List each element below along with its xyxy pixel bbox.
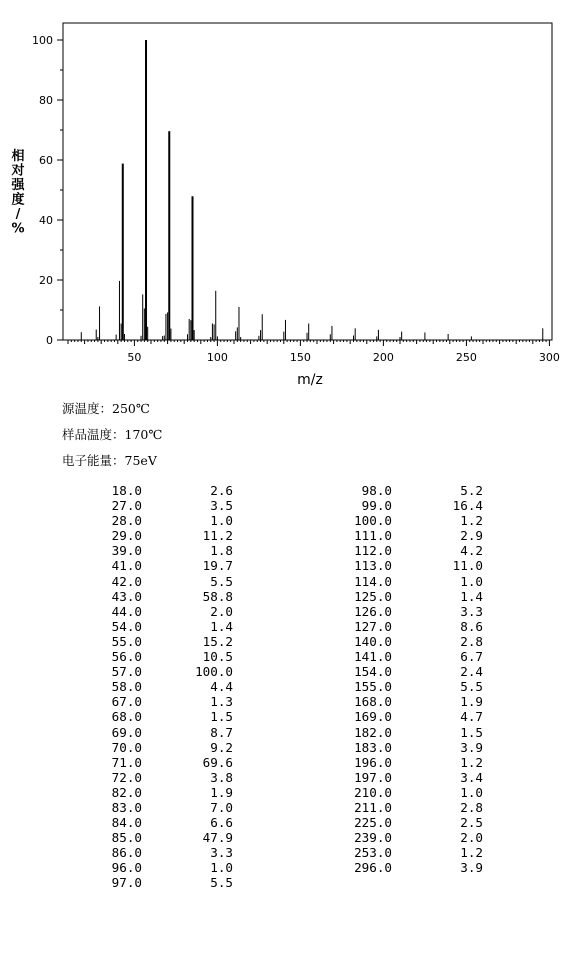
abundance-value: 5.5: [210, 573, 233, 589]
peak-bar: [283, 332, 284, 340]
mz-value: 196.0: [354, 754, 392, 770]
peak-row: [80, 755, 233, 770]
peak-row: [80, 845, 233, 860]
peak-row: [330, 815, 483, 830]
peak-bar: [141, 336, 142, 340]
x-tick-label: 200: [372, 351, 394, 364]
abundance-value: 1.0: [210, 513, 233, 529]
peak-row: [80, 709, 233, 724]
param-label: 电子能量：: [62, 453, 125, 468]
abundance-value: 1.2: [460, 513, 483, 529]
peak-row: [330, 528, 483, 543]
source-temperature: [62, 396, 162, 422]
abundance-value: 6.6: [210, 815, 233, 831]
mz-value: 197.0: [354, 769, 392, 785]
peak-bar: [168, 131, 170, 340]
y-tick-label: 20: [39, 274, 53, 287]
peak-row: [80, 574, 233, 589]
mz-value: 84.0: [111, 815, 142, 831]
abundance-value: 6.7: [460, 649, 483, 665]
peak-row: [330, 649, 483, 664]
y-tick-label: 40: [39, 214, 53, 227]
y-axis-label-char: 度: [11, 192, 25, 208]
mz-value: 154.0: [354, 664, 392, 680]
peak-table-left: [80, 483, 233, 891]
peak-bar: [189, 319, 190, 340]
peak-bar: [187, 334, 188, 340]
mz-value: 55.0: [111, 633, 142, 649]
peak-bar: [116, 335, 117, 340]
abundance-value: 1.4: [460, 588, 483, 604]
peak-row: [80, 619, 233, 634]
peak-table-right: [330, 483, 483, 875]
abundance-value: 1.0: [210, 860, 233, 876]
peak-bar: [192, 196, 194, 340]
abundance-value: 7.0: [210, 799, 233, 815]
peak-bar: [81, 332, 82, 340]
x-tick-label: 250: [455, 351, 477, 364]
peak-bar: [471, 336, 472, 340]
abundance-value: 2.0: [460, 830, 483, 846]
peak-bar: [307, 333, 308, 340]
y-axis-label: [10, 148, 25, 237]
peak-bar: [97, 337, 98, 340]
abundance-value: 3.3: [210, 845, 233, 861]
x-axis: [68, 340, 560, 364]
abundance-value: 100.0: [195, 664, 233, 680]
peak-row: [330, 558, 483, 573]
peak-row: [330, 619, 483, 634]
peak-row: [80, 498, 233, 513]
mz-value: 69.0: [111, 724, 142, 740]
mz-value: 112.0: [354, 543, 392, 559]
peak-bar: [355, 328, 356, 340]
peak-bar: [400, 337, 401, 340]
abundance-value: 3.9: [460, 860, 483, 876]
abundance-value: 1.5: [210, 709, 233, 725]
peak-row: [330, 845, 483, 860]
plot-frame: [63, 23, 552, 340]
peak-bar: [235, 331, 236, 340]
peak-row: [80, 558, 233, 573]
abundance-value: 58.8: [202, 588, 233, 604]
mz-value: 127.0: [354, 618, 392, 634]
mz-value: 28.0: [111, 513, 142, 529]
param-value: 250℃: [112, 401, 150, 416]
abundance-value: 2.8: [460, 799, 483, 815]
peak-bar: [145, 40, 147, 340]
y-tick-label: 60: [39, 154, 53, 167]
peak-row: [80, 483, 233, 498]
y-axis-label-char: 对: [11, 163, 25, 179]
peak-row: [80, 875, 233, 890]
peak-row: [80, 740, 233, 755]
peak-row: [330, 513, 483, 528]
peak-bar: [142, 294, 143, 340]
mz-value: 44.0: [111, 603, 142, 619]
mz-value: 27.0: [111, 498, 142, 514]
abundance-value: 5.2: [460, 483, 483, 498]
peak-row: [330, 725, 483, 740]
mz-value: 141.0: [354, 649, 392, 665]
mz-value: 169.0: [354, 709, 392, 725]
peak-row: [80, 830, 233, 845]
peak-row: [80, 543, 233, 558]
peak-bar: [147, 327, 148, 340]
peak-row: [330, 604, 483, 619]
abundance-value: 1.3: [210, 694, 233, 710]
peak-bar: [217, 336, 218, 340]
abundance-value: 5.5: [460, 679, 483, 695]
peak-bar: [119, 281, 120, 340]
abundance-value: 11.2: [202, 528, 233, 544]
peak-bar: [378, 330, 379, 340]
abundance-value: 5.5: [210, 875, 233, 891]
y-tick-label: 100: [32, 34, 53, 47]
peak-bar: [194, 330, 195, 340]
mz-value: 82.0: [111, 784, 142, 800]
peak-row: [330, 740, 483, 755]
x-tick-label: 100: [206, 351, 228, 364]
mz-value: 98.0: [361, 483, 392, 498]
mz-value: 183.0: [354, 739, 392, 755]
peak-row: [330, 679, 483, 694]
mz-value: 99.0: [361, 498, 392, 514]
abundance-value: 2.6: [210, 483, 233, 498]
peak-bar: [238, 307, 239, 340]
mz-value: 18.0: [111, 483, 142, 498]
x-tick-label: 50: [127, 351, 142, 364]
mz-value: 41.0: [111, 558, 142, 574]
abundance-value: 8.7: [210, 724, 233, 740]
peak-bar: [331, 326, 332, 340]
peak-row: [80, 649, 233, 664]
abundance-value: 2.5: [460, 815, 483, 831]
peak-row: [80, 785, 233, 800]
peak-bar: [448, 334, 449, 340]
peak-row: [80, 528, 233, 543]
abundance-value: 1.0: [460, 573, 483, 589]
peak-bar: [167, 312, 168, 340]
peak-row: [330, 709, 483, 724]
abundance-value: 1.2: [460, 754, 483, 770]
peak-row: [330, 800, 483, 815]
abundance-value: 8.6: [460, 618, 483, 634]
mz-value: 85.0: [111, 830, 142, 846]
mz-value: 39.0: [111, 543, 142, 559]
mz-value: 253.0: [354, 845, 392, 861]
peak-bar: [401, 332, 402, 340]
abundance-value: 16.4: [452, 498, 483, 514]
mz-value: 210.0: [354, 784, 392, 800]
peak-bar: [260, 330, 261, 340]
abundance-value: 3.8: [210, 769, 233, 785]
abundance-value: 3.5: [210, 498, 233, 514]
mz-value: 42.0: [111, 573, 142, 589]
peak-bar: [190, 320, 191, 340]
y-axis: [32, 34, 63, 347]
peak-bar: [210, 337, 211, 340]
x-axis-label: m/z: [297, 372, 323, 388]
peak-row: [330, 498, 483, 513]
mz-value: 225.0: [354, 815, 392, 831]
peak-row: [330, 664, 483, 679]
mz-value: 56.0: [111, 649, 142, 665]
peak-bar: [122, 164, 124, 340]
peak-bar: [237, 327, 238, 340]
peak-bar: [376, 336, 377, 340]
mz-value: 67.0: [111, 694, 142, 710]
mz-value: 58.0: [111, 679, 142, 695]
peak-row: [330, 755, 483, 770]
abundance-value: 2.8: [460, 633, 483, 649]
abundance-value: 47.9: [202, 830, 233, 846]
mz-value: 113.0: [354, 558, 392, 574]
abundance-value: 2.4: [460, 664, 483, 680]
abundance-value: 10.5: [202, 649, 233, 665]
mz-value: 96.0: [111, 860, 142, 876]
mz-value: 125.0: [354, 588, 392, 604]
mz-value: 83.0: [111, 799, 142, 815]
y-axis-label-char: %: [11, 221, 25, 237]
mz-value: 100.0: [354, 513, 392, 529]
peak-bar: [170, 329, 171, 340]
abundance-value: 1.9: [460, 694, 483, 710]
mz-value: 111.0: [354, 528, 392, 544]
param-value: 75eV: [124, 453, 157, 468]
peak-row: [80, 800, 233, 815]
peak-bar: [215, 291, 216, 340]
mz-value: 43.0: [111, 588, 142, 604]
mz-value: 126.0: [354, 603, 392, 619]
peak-bar: [162, 336, 163, 340]
peak-row: [80, 513, 233, 528]
mz-value: 71.0: [111, 754, 142, 770]
abundance-value: 69.6: [202, 754, 233, 770]
abundance-value: 1.9: [210, 784, 233, 800]
abundance-value: 3.4: [460, 769, 483, 785]
x-tick-label: 150: [289, 351, 311, 364]
abundance-value: 9.2: [210, 739, 233, 755]
peak-bar: [542, 328, 543, 340]
peak-row: [330, 574, 483, 589]
mz-value: 155.0: [354, 679, 392, 695]
abundance-value: 1.5: [460, 724, 483, 740]
peak-bar: [308, 324, 309, 341]
peak-row: [330, 694, 483, 709]
mz-value: 239.0: [354, 830, 392, 846]
mz-value: 70.0: [111, 739, 142, 755]
mz-value: 296.0: [354, 860, 392, 876]
peak-bar: [424, 333, 425, 341]
peak-row: [330, 830, 483, 845]
peak-row: [330, 770, 483, 785]
abundance-value: 2.9: [460, 528, 483, 544]
mz-value: 182.0: [354, 724, 392, 740]
peak-row: [330, 785, 483, 800]
peak-row: [80, 664, 233, 679]
abundance-value: 2.0: [210, 603, 233, 619]
abundance-value: 4.2: [460, 543, 483, 559]
peak-bar: [165, 314, 166, 340]
abundance-value: 3.3: [460, 603, 483, 619]
abundance-value: 3.9: [460, 739, 483, 755]
peak-bar: [124, 334, 125, 340]
y-tick-label: 80: [39, 94, 53, 107]
abundance-value: 19.7: [202, 558, 233, 574]
peak-bar: [258, 336, 259, 340]
y-axis-label-char: /: [15, 207, 21, 222]
mz-value: 72.0: [111, 769, 142, 785]
peak-row: [80, 725, 233, 740]
peak-bar: [121, 324, 122, 341]
peak-bar: [285, 320, 286, 340]
sample-temperature: [62, 422, 162, 448]
peak-row: [330, 543, 483, 558]
instrument-parameters: [62, 396, 162, 474]
peak-bar: [144, 309, 145, 341]
peak-row: [80, 694, 233, 709]
abundance-value: 4.7: [460, 709, 483, 725]
peak-bar: [164, 336, 165, 341]
peak-bar: [353, 336, 354, 341]
peak-bar: [99, 306, 100, 340]
mz-value: 57.0: [111, 664, 142, 680]
y-axis-label-char: 相: [11, 149, 25, 164]
peak-bar: [214, 324, 215, 340]
param-label: 源温度：: [62, 401, 113, 416]
peak-bar: [262, 314, 263, 340]
abundance-value: 15.2: [202, 633, 233, 649]
abundance-value: 1.8: [210, 543, 233, 559]
mz-value: 140.0: [354, 633, 392, 649]
peak-bar: [240, 337, 241, 340]
y-tick-label: 0: [46, 334, 53, 347]
mz-value: 168.0: [354, 694, 392, 710]
mz-value: 97.0: [111, 875, 142, 891]
peak-row: [80, 634, 233, 649]
mz-value: 211.0: [354, 799, 392, 815]
peak-row: [80, 815, 233, 830]
peak-row: [330, 589, 483, 604]
mz-value: 114.0: [354, 573, 392, 589]
peak-row: [330, 634, 483, 649]
x-tick-label: 300: [538, 351, 560, 364]
mz-value: 68.0: [111, 709, 142, 725]
peak-row: [80, 679, 233, 694]
peak-row: [80, 860, 233, 875]
peak-bar: [212, 324, 213, 341]
peak-bars: [81, 40, 543, 340]
electron-energy: [62, 448, 162, 474]
mz-value: 86.0: [111, 845, 142, 861]
param-label: 样品温度：: [62, 427, 125, 442]
peak-row: [80, 770, 233, 785]
abundance-value: 1.0: [460, 784, 483, 800]
peak-bar: [96, 330, 97, 341]
mz-value: 29.0: [111, 528, 142, 544]
abundance-value: 1.4: [210, 618, 233, 634]
peak-row: [330, 860, 483, 875]
abundance-value: 11.0: [452, 558, 483, 574]
abundance-value: 4.4: [210, 679, 233, 695]
mass-spectrum-chart: [0, 0, 570, 395]
abundance-value: 1.2: [460, 845, 483, 861]
peak-row: [80, 589, 233, 604]
peak-row: [330, 483, 483, 498]
param-value: 170℃: [124, 427, 163, 442]
mz-value: 54.0: [111, 618, 142, 634]
y-axis-label-char: 强: [11, 178, 25, 193]
peak-bar: [330, 334, 331, 340]
peak-row: [80, 604, 233, 619]
